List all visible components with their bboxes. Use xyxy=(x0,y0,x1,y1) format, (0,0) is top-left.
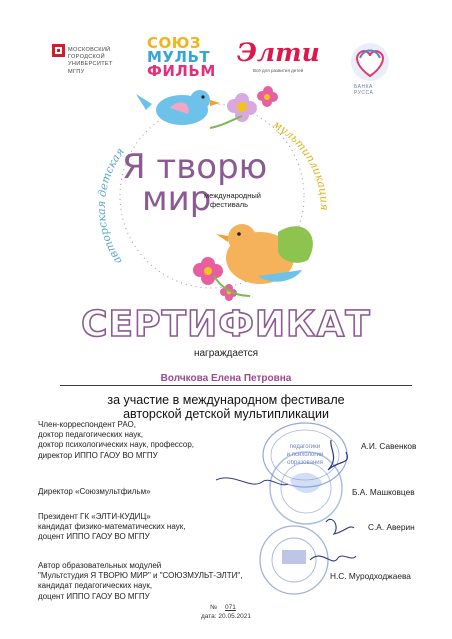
heart-logo xyxy=(346,40,394,96)
underline-divider xyxy=(60,385,412,386)
number-label: № xyxy=(210,604,218,611)
signatory-line: Директор «Союзмультфильм» xyxy=(38,487,151,496)
stamp-text: педагогики xyxy=(289,444,321,450)
signatory-line: доцент ИППО ГАОУ ВО МГПУ xyxy=(38,532,150,542)
certificate-title: СЕРТИФИКАТ xyxy=(81,304,371,345)
signatory-block xyxy=(38,487,151,497)
emblem-title-line2: мир xyxy=(142,179,212,219)
number-value: 071 xyxy=(224,604,236,611)
signature-mashkovtsev xyxy=(216,478,288,485)
stamp-text: образования xyxy=(287,460,323,466)
signatory-line: доктор педагогических наук, xyxy=(38,430,144,440)
mgpu-text xyxy=(68,47,113,76)
award-reason xyxy=(0,393,452,421)
award-reason-line: авторской детской мультипликации xyxy=(123,407,329,421)
mgpu-mark-icon xyxy=(52,44,65,57)
signature-averin xyxy=(326,519,354,534)
flower-icon xyxy=(227,93,257,122)
date-label: дата: xyxy=(201,613,217,620)
signatory-name: А.И. Савенков xyxy=(361,441,417,451)
mgpu-line: УНИВЕРСИТЕТ xyxy=(68,61,113,68)
signatory-line: Автор образовательных модулей xyxy=(38,561,162,570)
flower-icon xyxy=(257,86,278,107)
signatory-block xyxy=(38,512,185,543)
elti-logo xyxy=(237,40,323,80)
festival-subtitle-line1: международный xyxy=(204,191,261,200)
festival-emblem xyxy=(82,86,342,316)
signatory-name: Б.А. Машковцев xyxy=(352,487,415,497)
signatory-name: С.А. Аверин xyxy=(368,522,415,532)
mgpu-line: МГПУ xyxy=(68,68,85,75)
heart-logo-label: БАНКА РУССА xyxy=(354,84,374,96)
elti-wordmark: Элти xyxy=(237,38,320,67)
certificate-number xyxy=(0,604,452,611)
signatory-line: директор ИППО ГАОУ ВО МГПУ xyxy=(38,450,158,460)
mgpu-logo xyxy=(52,44,134,84)
smf-line: ФИЛЬМ xyxy=(147,62,216,80)
stem-decoration xyxy=(210,116,242,128)
mgpu-line: ГОРОДСКОЙ xyxy=(68,54,105,61)
arc-right-text: мультипликация xyxy=(270,117,331,211)
stamp-text: и психологии xyxy=(286,452,324,458)
signatory-line: "Мультстудия Я ТВОРЮ МИР" и "СОЮЗМУЛЬТ-ЭЛТИ", xyxy=(38,571,243,581)
signatory-line: Член-корреспондент РАО, xyxy=(38,420,136,429)
soyuzmultfilm-logo xyxy=(147,34,216,84)
signatory-block xyxy=(38,420,194,461)
signatory-line: доцент ИППО ГАОУ ВО МГПУ xyxy=(38,591,150,601)
signatory-line: кандидат физико-математических наук, xyxy=(38,522,186,532)
smf-line: СОЮЗ xyxy=(147,34,202,52)
signature-murodkhodzhaeva xyxy=(310,556,356,561)
festival-subtitle-line2: фестиваль xyxy=(210,200,249,209)
blue-bird-icon xyxy=(136,90,220,125)
awarded-label: награждается xyxy=(193,348,259,359)
signatory-line: доктор психологических наук, профессор, xyxy=(38,440,194,450)
recipient-name: Волчкова Елена Петровна xyxy=(160,373,292,384)
date-value: 20.05.2021 xyxy=(218,613,251,620)
arc-left-text: авторская детская xyxy=(94,145,127,267)
award-reason-line: за участие в международном фестивале xyxy=(107,393,345,407)
signatory-line: кандидат педагогических наук, xyxy=(38,581,153,591)
heart-icon xyxy=(346,40,394,84)
mgpu-line: МОСКОВСКИЙ xyxy=(68,47,111,53)
certificate-date xyxy=(0,613,452,620)
signature-savenkov xyxy=(328,440,347,470)
signatory-block xyxy=(38,561,242,602)
elti-tagline: Всё для развития детей xyxy=(253,68,304,73)
signatory-line: Президент ГК «ЭЛТИ-КУДИЦ» xyxy=(38,512,151,521)
signatory-name: Н.С. Муродходжаева xyxy=(330,571,411,581)
smf-line: МУЛЬТ xyxy=(147,48,211,66)
emblem-title-line1: Я творю xyxy=(122,147,268,187)
orange-bird-icon xyxy=(216,224,313,284)
